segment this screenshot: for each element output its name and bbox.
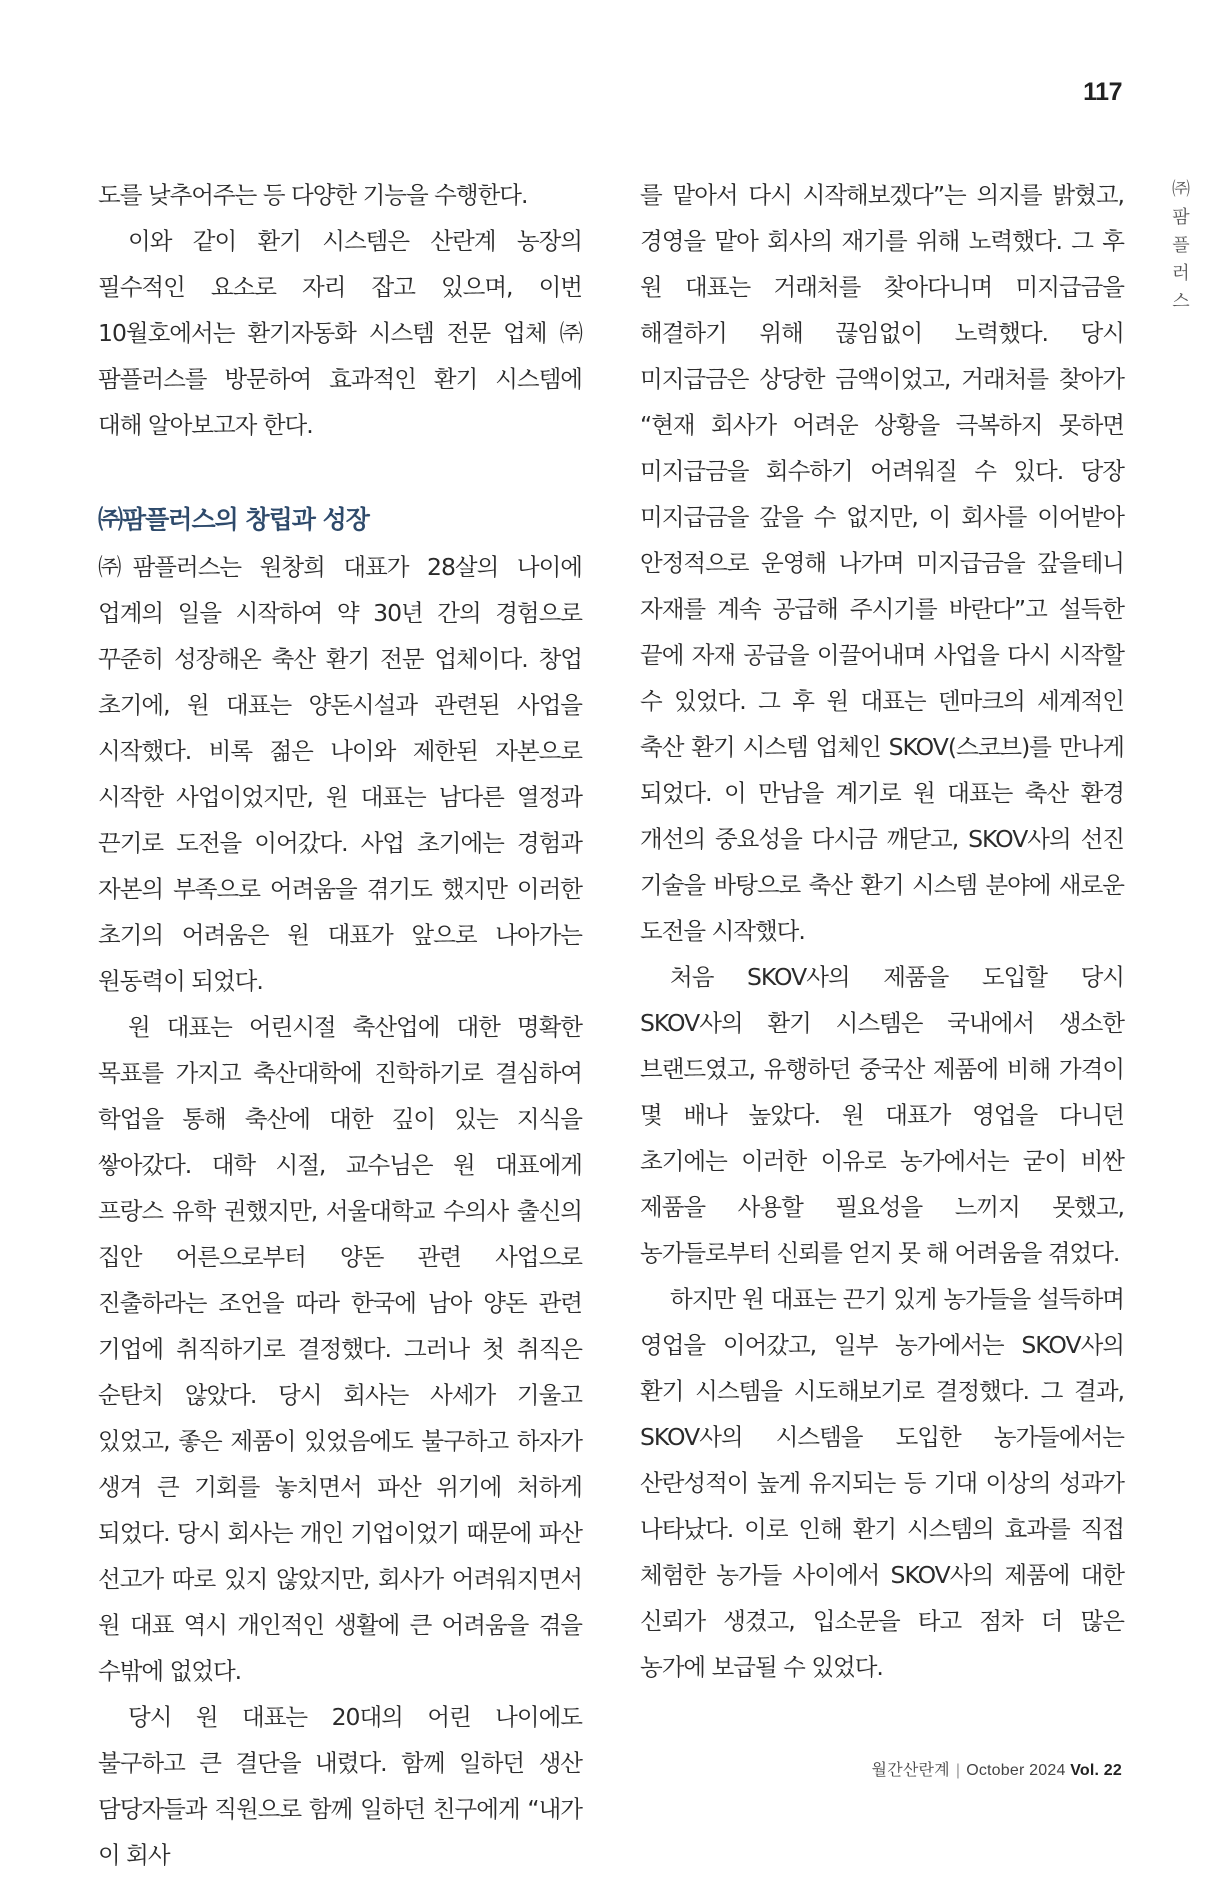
body-paragraph: 도를 낮추어주는 등 다양한 기능을 수행한다. <box>98 181 528 209</box>
side-tab-char: ㈜ <box>1172 179 1190 200</box>
body-paragraph: 처음 SKOV사의 제품을 도입할 당시 SKOV사의 환기 시스템은 국내에서 생소한 브랜드였고, 유행하던 중국산 제품에 비해 가격이 몇 배나 높았다. 원 대표가 영업을 다니던 초기에는 이러한 이유로 농가에서는 굳이 비싼 제품을 사용할 필요성을 느끼지 못했고, 농가들로부터 신뢰를 얻지 못 해 어려움을 겪었다. <box>640 963 1124 1267</box>
footer-separator: | <box>955 1762 961 1779</box>
side-tab-char: 플 <box>1172 235 1190 256</box>
right-column <box>640 172 1124 1690</box>
page-footer <box>872 1757 1122 1780</box>
footer-magazine-name: 월간산란계 <box>871 1762 950 1779</box>
side-tab-char: 스 <box>1172 291 1190 312</box>
body-paragraph: 를 맡아서 다시 시작해보겠다”는 의지를 밝혔고, 경영을 맡아 회사의 재기를 위해 노력했다. 그 후 원 대표는 거래처를 찾아다니며 미지급금을 해결하기 위해 끊임없이 노력했다. 당시 미지급금은 상당한 금액이었고, 거래처를 찾아가 “현재 회사가 어려운 상황을 극복하지 못하면 미지급금을 회수하기 어려워질 수 있다. 당장 미지급금을 갚을 수 없지만, 이 회사를 이어받아 안정적으로 운영해 나가며 미지급금을 갚을테니 자재를 계속 공급해 주시기를 바란다”고 설득한 끝에 자재 공급을 이끌어내며 사업을 다시 시작할 수 있었다. 그 후 원 대표는 덴마크의 세계적인 축산 환기 시스템 업체인 SKOV(스코브)를 만나게 되었다. 이 만남을 계기로 원 대표는 축산 환경 개선의 중요성을 다시금 깨닫고, SKOV사의 선진 기술을 바탕으로 축산 환기 시스템 분야에 새로운 도전을 시작했다. <box>640 181 1124 945</box>
body-paragraph: ㈜팜플러스는 원창희 대표가 28살의 나이에 업계의 일을 시작하여 약 30년 간의 경험으로 꾸준히 성장해온 축산 환기 전문 업체이다. 창업 초기에, 원 대표는 양돈시설과 관련된 사업을 시작했다. 비록 젊은 나이와 제한된 자본으로 시작한 사업이었지만, 원 대표는 남다른 열정과 끈기로 도전을 이어갔다. 사업 초기에는 경험과 자본의 부족으로 어려움을 겪기도 했지만 이러한 초기의 어려움은 원 대표가 앞으로 나아가는 원동력이 되었다. <box>98 553 582 995</box>
body-paragraph: 원 대표는 어린시절 축산업에 대한 명확한 목표를 가지고 축산대학에 진학하기로 결심하여 학업을 통해 축산에 대한 깊이 있는 지식을 쌓아갔다. 대학 시절, 교수님은 원 대표에게 프랑스 유학 권했지만, 서울대학교 수의사 출신의 집안 어른으로부터 양돈 관련 사업으로 진출하라는 조언을 따라 한국에 남아 양돈 관련 기업에 취직하기로 결정했다. 그러나 첫 취직은 순탄치 않았다. 당시 회사는 사세가 기울고 있었고, 좋은 제품이 있었음에도 불구하고 하자가 생겨 큰 기회를 놓치면서 파산 위기에 처하게 되었다. 당시 회사는 개인 기업이었기 때문에 파산 선고가 따로 있지 않았지만, 회사가 어려워지면서 원 대표 역시 개인적인 생활에 큰 어려움을 겪을 수밖에 없었다. <box>98 1013 582 1685</box>
footer-issue: October 2024 <box>966 1762 1066 1779</box>
left-column <box>98 172 582 1878</box>
side-tab-char: 팜 <box>1172 207 1190 228</box>
side-tab-company-name <box>1168 176 1194 316</box>
body-paragraph: 이와 같이 환기 시스템은 산란계 농장의 필수적인 요소로 자리 잡고 있으며, 이번 10월호에서는 환기자동화 시스템 전문 업체 ㈜팜플러스를 방문하여 효과적인 환기 시스템에 대해 알아보고자 한다. <box>98 227 582 439</box>
body-paragraph: 당시 원 대표는 20대의 어린 나이에도 불구하고 큰 결단을 내렸다. 함께 일하던 생산 담당자들과 직원으로 함께 일하던 친구에게 “내가 이 회사 <box>98 1703 582 1869</box>
section-title: ㈜팜플러스의 창립과 성장 <box>98 505 369 534</box>
side-tab-char: 러 <box>1172 263 1190 284</box>
page-number: 117 <box>1083 78 1122 106</box>
body-paragraph: 하지만 원 대표는 끈기 있게 농가들을 설득하며 영업을 이어갔고, 일부 농가에서는 SKOV사의 환기 시스템을 시도해보기로 결정했다. 그 결과, SKOV사의 시스템을 도입한 농가들에서는 산란성적이 높게 유지되는 등 기대 이상의 성과가 나타났다. 이로 인해 환기 시스템의 효과를 직접 체험한 농가들 사이에서 SKOV사의 제품에 대한 신뢰가 생겼고, 입소문을 타고 점차 더 많은 농가에 보급될 수 있었다. <box>640 1285 1124 1681</box>
footer-volume: Vol. 22 <box>1070 1762 1122 1779</box>
